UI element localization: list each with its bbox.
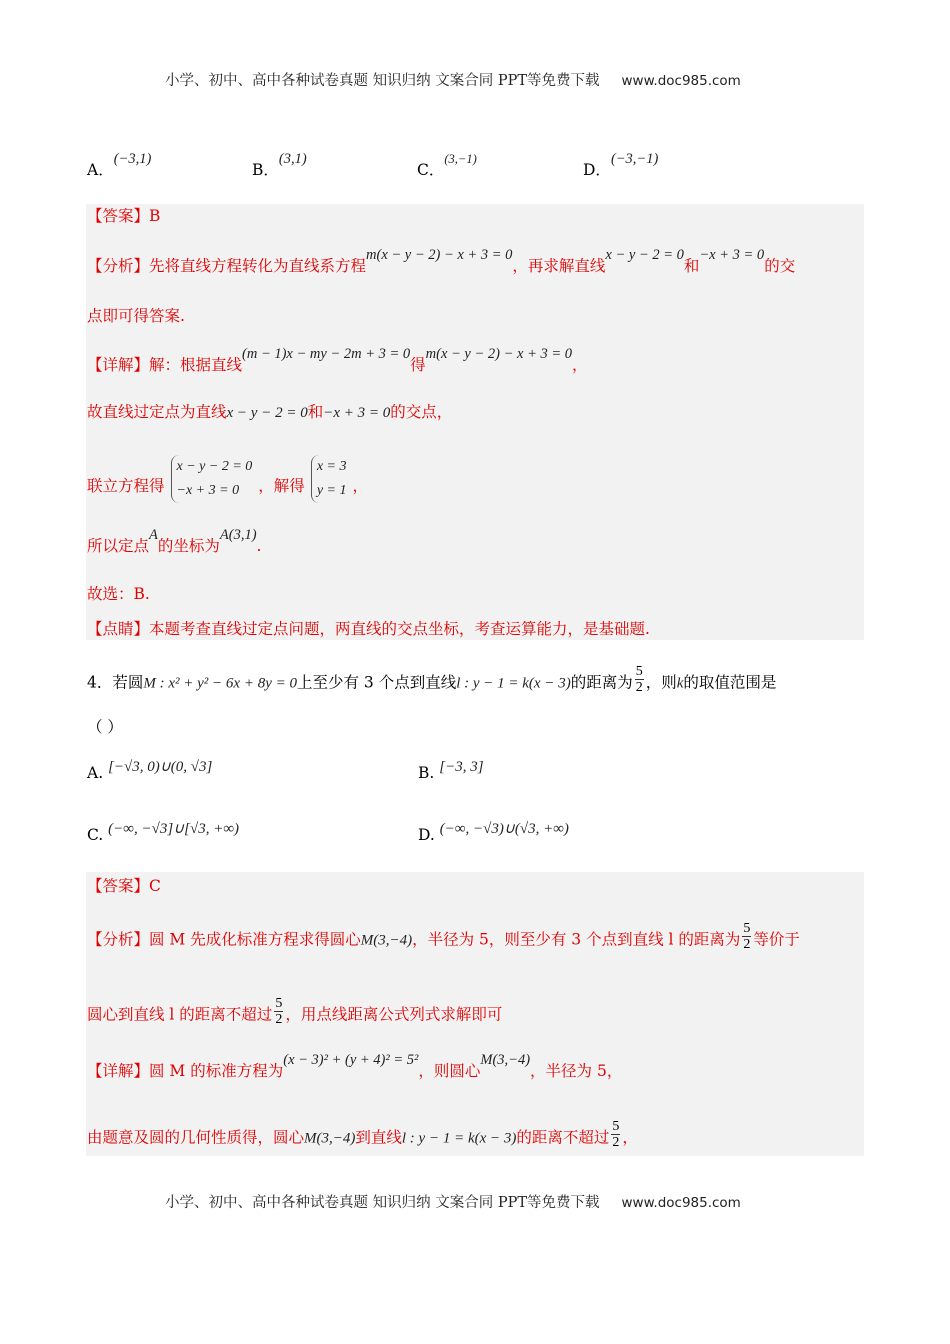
text-line — [87, 717, 123, 737]
text-run: 【答案】B — [87, 207, 161, 225]
fraction-numerator: 5 — [743, 921, 751, 936]
fraction-denominator: 2 — [612, 1135, 620, 1150]
header-site-link[interactable]: www.doc985.com — [621, 73, 741, 89]
option-label: A. — [87, 764, 104, 782]
equation: x − y − 2 = 0 — [176, 459, 253, 474]
q3-option-a — [87, 151, 152, 180]
text-run: 的交 — [764, 257, 796, 275]
text-run: 【答案】C — [87, 877, 161, 895]
fraction — [274, 996, 283, 1027]
text-line — [87, 876, 161, 896]
option-label: D． — [583, 161, 611, 179]
option-value: (−3,1) — [113, 151, 152, 167]
text-run: 所以定点 — [87, 537, 150, 555]
text-line — [87, 1052, 623, 1082]
text-run: ，则 — [645, 673, 677, 692]
option-value: (3,1) — [278, 151, 307, 167]
option-label: B． — [252, 161, 279, 179]
q4-option-a — [87, 759, 213, 783]
text-run: ，半径为 5，则至少有 3 个点到直线 l 的距离为 — [412, 930, 741, 949]
text-line — [87, 619, 650, 639]
text-line — [87, 459, 368, 511]
equation-system — [171, 455, 253, 503]
math-expression: A — [149, 527, 158, 543]
text-run: 【详解】解：根据直线 — [87, 356, 243, 374]
math-expression: k — [676, 675, 684, 692]
fraction-numerator: 5 — [275, 996, 283, 1011]
text-run: ，解得 — [258, 477, 305, 495]
math-expression: x − y − 2 = 0 — [605, 247, 684, 263]
equation-system — [311, 455, 347, 503]
fraction-numerator: 5 — [635, 664, 643, 679]
q3-option-c — [417, 152, 477, 180]
text-run: ， — [572, 356, 588, 374]
math-expression: −x + 3 = 0 — [699, 247, 765, 263]
text-run: 故选：B. — [87, 585, 150, 603]
fraction-numerator: 5 — [612, 1119, 620, 1134]
text-line — [87, 996, 503, 1031]
equation: x = 3 — [316, 459, 347, 474]
text-run: 等价于 — [753, 930, 800, 949]
text-run: ，半径为 5， — [530, 1062, 623, 1080]
text-run: 和 — [683, 257, 700, 275]
text-run: 的坐标为 — [157, 537, 220, 555]
text-run: 4．若圆 — [87, 673, 144, 692]
text-line — [87, 584, 150, 604]
text-line — [87, 306, 185, 326]
option-label: C． — [417, 161, 445, 179]
text-run: （ ） — [87, 718, 123, 736]
q4-option-c — [87, 821, 240, 845]
option-value: [−3, 3] — [439, 759, 484, 775]
fraction — [635, 664, 644, 695]
option-label: C. — [87, 826, 104, 844]
text-line — [87, 921, 800, 956]
text-run: 上至少有 3 个点到直线 — [296, 673, 457, 692]
text-run: ， — [622, 1128, 638, 1147]
option-value: [−√3, 0)∪(0, √3] — [108, 759, 213, 775]
text-run: ，用点线距离公式列式求解即可 — [285, 1005, 503, 1024]
q3-option-d — [583, 151, 659, 180]
text-run: 圆心到直线 l 的距离不超过 — [87, 1005, 273, 1024]
text-run: 得 — [410, 356, 426, 374]
text-run: 联立方程得 — [87, 477, 165, 495]
math-expression: A(3,1) — [219, 527, 257, 543]
option-label: D. — [418, 826, 435, 844]
footer-site-link[interactable]: www.doc985.com — [621, 1195, 741, 1211]
header-text: 小学、初中、高中各种试卷真题 知识归纳 文案合同 PPT等免费下载 — [165, 73, 600, 89]
math-expression: x − y − 2 = 0 — [226, 405, 308, 421]
text-run: 由题意及圆的几何性质得，圆心 — [87, 1128, 305, 1147]
fraction-denominator: 2 — [275, 1012, 283, 1027]
text-line — [87, 664, 777, 699]
text-line — [87, 1119, 638, 1154]
math-expression: −x + 3 = 0 — [323, 405, 391, 421]
option-label: B. — [418, 764, 435, 782]
equation: −x + 3 = 0 — [176, 483, 240, 498]
fraction — [611, 1119, 620, 1150]
math-expression: M(3,−4) — [304, 1130, 356, 1147]
text-run: ，则圆心 — [418, 1062, 481, 1080]
option-value: (3,−1) — [444, 152, 477, 166]
text-run: 【分析】先将直线方程转化为直线系方程 — [87, 257, 367, 275]
math-expression: M(3,−4) — [480, 1052, 531, 1068]
fraction-denominator: 2 — [743, 937, 751, 952]
math-expression: M(3,−4) — [360, 932, 413, 949]
text-run: ，再求解直线 — [512, 257, 606, 275]
math-expression: (m − 1)x − my − 2m + 3 = 0 — [242, 346, 411, 362]
page-footer — [165, 1191, 741, 1212]
text-run: 点即可得答案. — [87, 307, 185, 325]
option-value: (−∞, −√3]∪[√3, +∞) — [108, 821, 240, 837]
text-run: 【分析】圆 M 先成化标准方程求得圆心 — [87, 930, 361, 949]
text-run: 的取值范围是 — [683, 673, 777, 692]
math-expression: l : y − 1 = k(x − 3) — [401, 1130, 517, 1147]
text-line — [87, 346, 588, 376]
text-run: 的距离为 — [570, 673, 633, 692]
q4-option-d — [418, 821, 569, 845]
text-line — [87, 206, 160, 226]
math-expression: m(x − y − 2) − x + 3 = 0 — [366, 247, 513, 263]
text-run: 的距离不超过 — [516, 1128, 610, 1147]
fraction-denominator: 2 — [635, 680, 643, 695]
fraction — [742, 921, 751, 952]
option-label: A． — [87, 161, 114, 179]
text-run: 和 — [307, 403, 324, 421]
text-run: 【详解】圆 M 的标准方程为 — [87, 1062, 284, 1080]
footer-text: 小学、初中、高中各种试卷真题 知识归纳 文案合同 PPT等免费下载 — [165, 1195, 600, 1211]
text-line — [87, 402, 452, 423]
math-expression: l : y − 1 = k(x − 3) — [456, 675, 571, 692]
text-run: ， — [352, 477, 368, 495]
page-header — [165, 69, 741, 90]
text-run: 故直线过定点为直线 — [87, 403, 227, 421]
q4-option-b — [418, 759, 484, 783]
text-run: . — [256, 537, 262, 555]
text-run: 【点睛】本题考查直线过定点问题，两直线的交点坐标，考查运算能力，是基础题. — [87, 620, 650, 638]
option-value: (−3,−1) — [610, 151, 659, 167]
text-line — [87, 247, 796, 277]
text-run: 的交点， — [390, 403, 453, 421]
q3-option-b — [252, 151, 307, 180]
option-value: (−∞, −√3)∪(√3, +∞) — [439, 821, 569, 837]
text-line — [87, 527, 262, 557]
equation: y = 1 — [316, 483, 347, 498]
math-expression: (x − 3)² + (y + 4)² = 5² — [283, 1052, 419, 1068]
text-run: 到直线 — [355, 1128, 402, 1147]
math-expression: m(x − y − 2) − x + 3 = 0 — [425, 346, 573, 362]
math-expression: M : x² + y² − 6x + 8y = 0 — [143, 675, 297, 692]
